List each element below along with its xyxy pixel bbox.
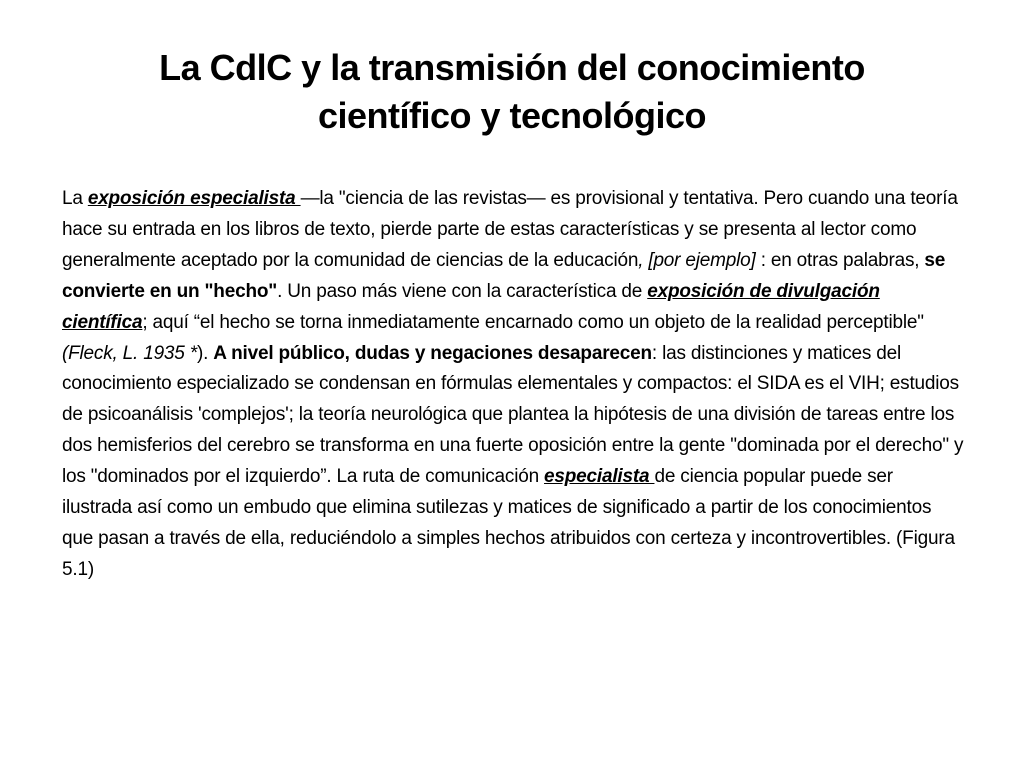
citation-fleck: (Fleck, L. 1935 * <box>62 342 197 364</box>
bold-se-convierte-hecho: se convierte en un "hecho" <box>62 249 946 302</box>
text-segment: : las distinciones y matices del conocimiento especializado se condensan en fórmulas elementales y compactos: el SIDA es el VIH; estudios de psicoanálisis 'complejos'; la teoría neurológica que plantea la hipótesis de una división de tareas entre los dos hemisferios del cerebro se transforma en una fuerte oposición entre la gente "dominada por el derecho" y los "dominados por el izquierdo”. La ruta de comunicación <box>62 342 964 488</box>
title-line-2: científico y tecnológico <box>317 95 707 136</box>
bold-nivel-publico: A nivel público, dudas y negaciones desaparecen <box>213 342 652 364</box>
italic-por-ejemplo: , [por ejemplo] <box>638 249 756 271</box>
text-segment: ; aquí “el hecho se torna inmediatamente encarnado como un objeto de la realidad perceptible" <box>142 311 924 333</box>
text-segment: : en otras palabras, <box>755 249 925 271</box>
text-segment: de ciencia popular puede ser ilustrada así como un embudo que elimina sutilezas y matices de significado a partir de los conocimientos que pasan a través de ella, reduciéndolo a simples hechos atribuidos con certeza y incontrovertibles. (Figura 5.1) <box>62 466 955 580</box>
text-segment: La <box>62 188 88 209</box>
term-especialista: especialista <box>544 466 655 488</box>
text-segment: ). <box>196 342 214 364</box>
title-line-1: La CdlC y la transmisión del conocimiento <box>159 47 865 88</box>
body-paragraph <box>62 184 967 586</box>
term-exposicion-especialista: exposición especialista <box>87 188 301 209</box>
text-segment: —la "ciencia de las revistas— es provisional y tentativa. Pero cuando una teoría hace su entrada en los libros de texto, pierde parte de estas características y se presenta al lector como generalmente aceptado por la comunidad de ciencias de la educación <box>62 188 958 271</box>
slide-title <box>100 44 924 140</box>
text-segment: . Un paso más viene con la característica de <box>277 280 648 302</box>
term-exposicion-divulgacion: exposición de divulgación científica <box>62 280 880 333</box>
